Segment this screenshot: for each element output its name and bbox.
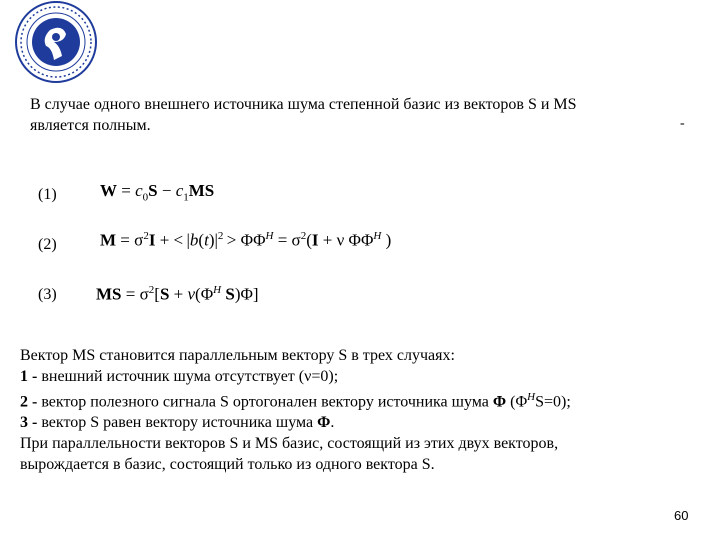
page-number: 60 [674, 508, 689, 523]
item-number-3: 3 - [20, 414, 38, 432]
item-text-2c: S=0); [535, 393, 571, 411]
body-paragraph [20, 345, 700, 475]
item-sup-h: H [527, 391, 536, 403]
intro-line-1: В случае одного внешнего источника шума степенной базис из векторов S и MS [30, 96, 577, 113]
item-text-3b: . [330, 414, 335, 432]
equation-label-2: (2) [38, 236, 57, 253]
phi-symbol-2: Φ [317, 414, 331, 432]
university-logo [6, 0, 98, 88]
formula-2: $M = \sigma^2I$ + < $|b(t)|^2 > \Phi\Phi^H = \sigma^2(I + \nu$ $\Phi\Phi^H$ ) [100, 230, 392, 250]
item-text-2a: вектор полезного сигнала S ортогонален вектору источника шума [37, 393, 493, 411]
body-line-3 [20, 387, 700, 412]
body-line-5: При параллельности векторов S и MS базис, состоящий из этих двух векторов, [20, 435, 559, 453]
stray-dash: - [680, 116, 685, 131]
item-text-3a: вектор S равен вектору источника шума [37, 414, 318, 432]
item-text-1: внешний источник шума отсутствует (ν=0); [37, 368, 339, 385]
formula-3: MS = $\sigma^2[S + \nu(\Phi^H$ S)Φ] [96, 284, 259, 304]
phi-symbol: Φ [492, 393, 507, 411]
item-number-1: 1 - [20, 368, 38, 385]
item-text-2b: (Φ [506, 393, 528, 411]
body-line-1: Вектор MS становится параллельным вектору S в трех случаях: [20, 347, 455, 364]
equation-label-3: (3) [38, 286, 57, 303]
item-number-2: 2 - [20, 393, 38, 411]
body-line-6: вырождается в базис, состоящий только из одного вектора S. [20, 456, 435, 474]
intro-line-2: является полным. [30, 117, 151, 134]
body-line-2 [20, 366, 700, 387]
body-line-4 [20, 412, 700, 433]
intro-paragraph [30, 94, 670, 136]
formula-1: $W = c_0S - c_1MS$ [100, 181, 215, 204]
equation-label-1: (1) [38, 186, 57, 203]
